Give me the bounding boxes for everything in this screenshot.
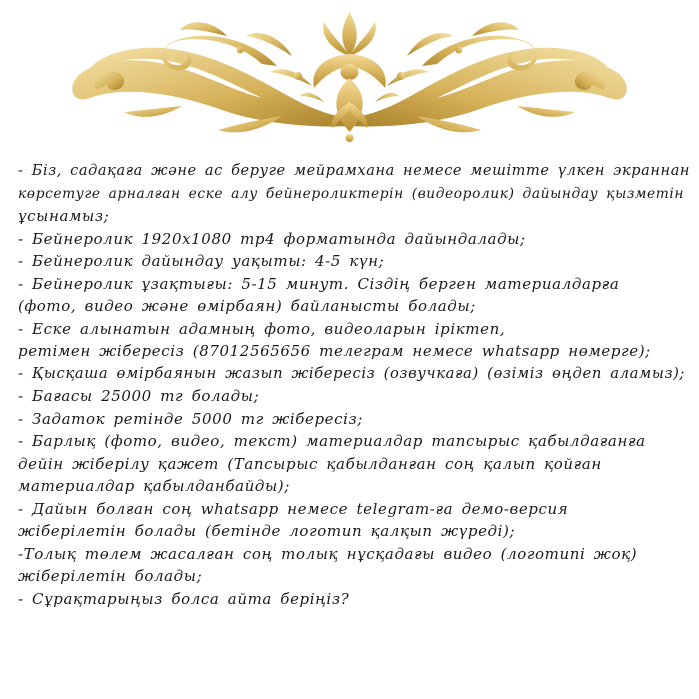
text-line: - Барлық (фото, видео, текст) материалдар тапсырыс қабылдағанға: [18, 432, 646, 450]
text-line: - Бағасы 25000 тг болады;: [18, 387, 260, 405]
text-line: ұсынамыз;: [18, 207, 110, 225]
text-line: - Бейнеролик ұзақтығы: 5-15 минут. Сіздің берген материалдарға: [18, 274, 620, 293]
text-line: (фото, видео және өмірбаян) байланысты болады;: [18, 297, 476, 315]
service-description: [18, 160, 690, 610]
text-line: жіберілетін болады (бетінде логотип қалқып жүреді);: [18, 522, 516, 540]
text-line: дейін жіберілу қажет (Тапсырыс қабылданған соң қалып қойған: [18, 454, 602, 473]
text-line: - Біз, садақаға және ас беруге мейрамхана немесе мешітте үлкен экраннан: [18, 163, 691, 179]
gold-baroque-ornament-icon: [62, 6, 637, 146]
text-line: - Бейнеролик 1920х1080 mp4 форматында дайындалады;: [18, 229, 526, 248]
text-line: материалдар қабылданбайды);: [18, 477, 290, 495]
text-line: - Бейнеролик дайындау уақыты: 4-5 күн;: [18, 252, 385, 270]
text-line: ретімен жібересіз (87012565656 телеграм немесе whatsapp нөмерге);: [18, 342, 651, 360]
text-line: - Қысқаша өмірбаянын жазып жібересіз (озвучкаға) (өзіміз өңдеп аламыз);: [18, 364, 686, 382]
text-line: көрсетуге арналған еске алу бейнероликтерін (видеоролик) дайындау қызметін: [18, 185, 685, 202]
text-line: - Сұрақтарыңыз болса айта беріңіз?: [18, 589, 350, 608]
text-line: жіберілетін болады;: [18, 567, 203, 585]
text-line: - Дайын болған соң whatsapp немесе telegram-ға демо-версия: [18, 499, 569, 518]
text-line: - Задаток ретінде 5000 тг жібересіз;: [18, 409, 363, 428]
text-line: - Еске алынатын адамның фото, видеоларын іріктеп,: [18, 319, 506, 338]
text-line: -Толық төлем жасалған соң толық нұсқадағы видео (логотипі жоқ): [18, 544, 638, 563]
